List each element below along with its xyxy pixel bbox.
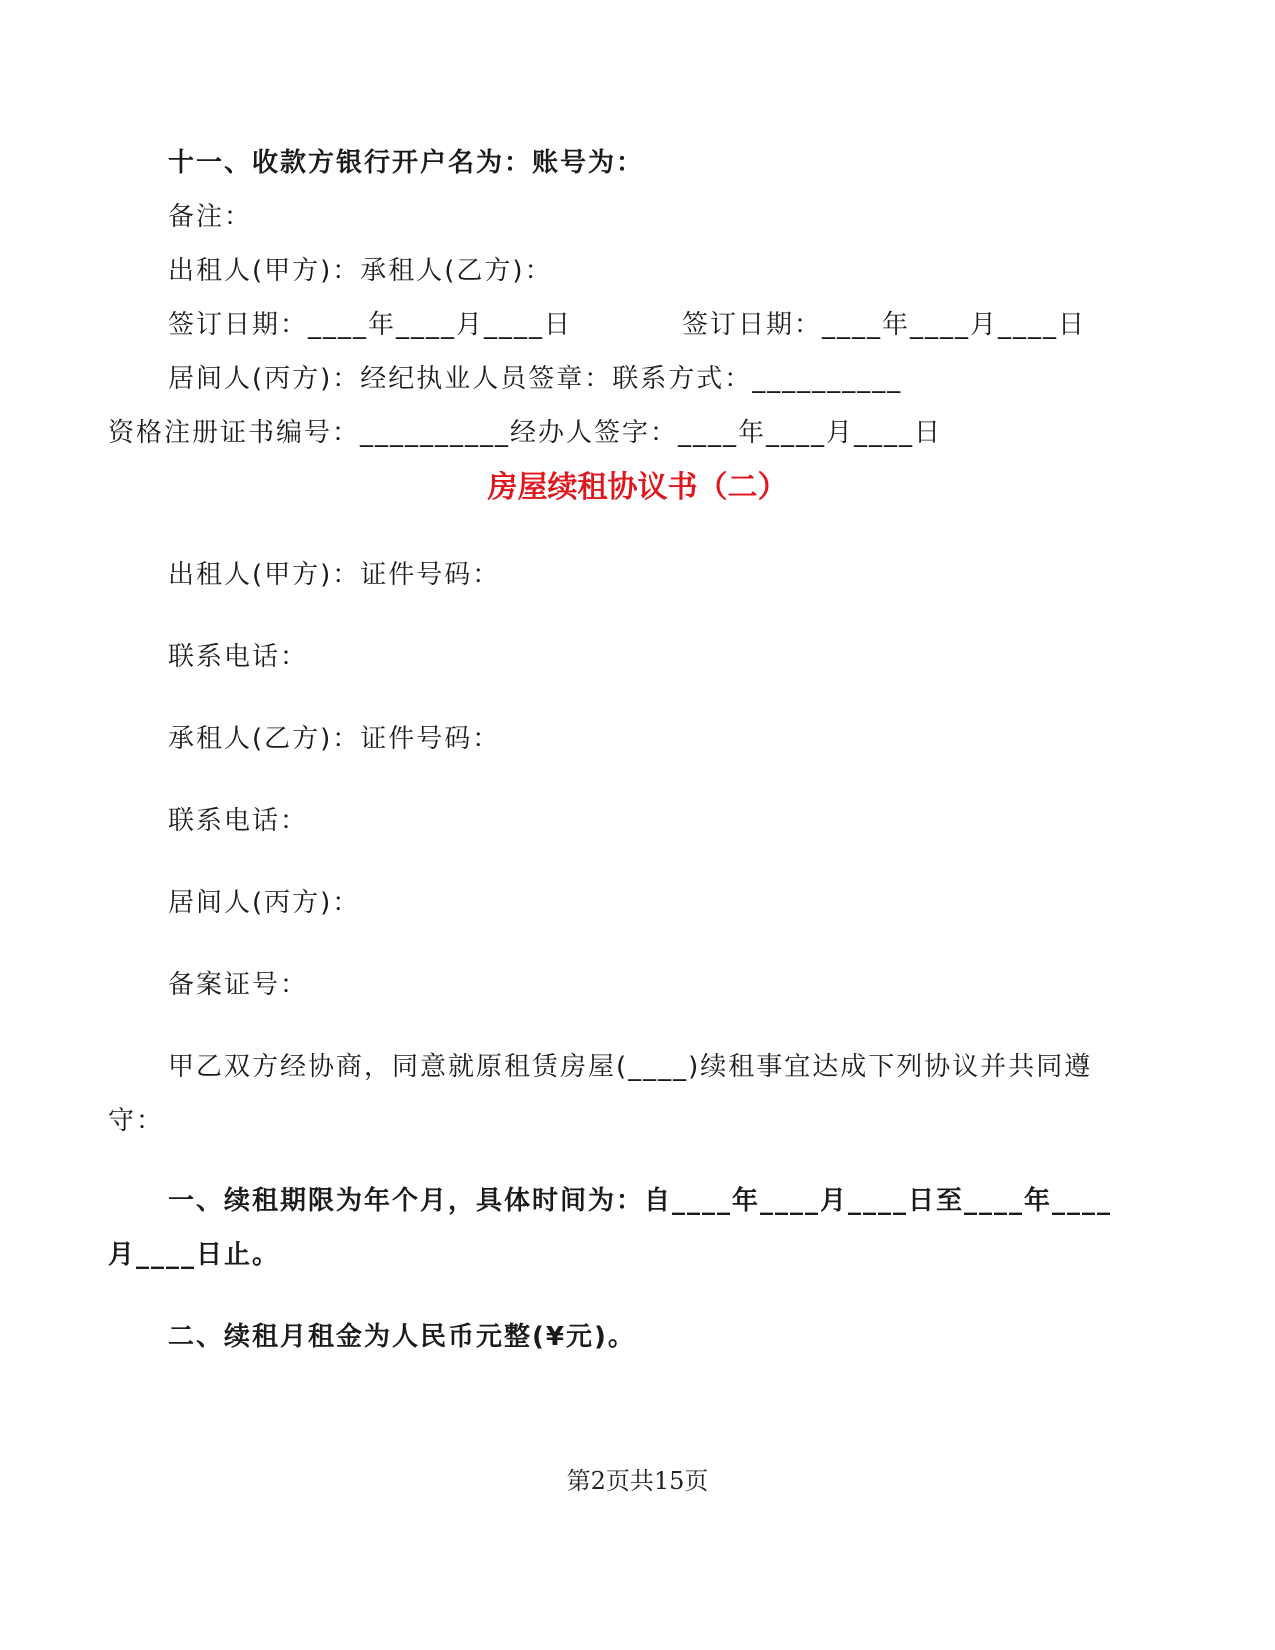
remark-label: 备注： xyxy=(168,202,253,232)
sign-date-lessee: 签订日期：____年____月____日 xyxy=(682,310,1087,340)
lessor-id-field: 出租人(甲方)：证件号码： xyxy=(168,560,501,590)
lessor-phone-field: 联系电话： xyxy=(168,642,309,672)
preamble-line-2: 守： xyxy=(108,1106,165,1136)
clause-1-line-2: 月____日止。 xyxy=(108,1240,281,1270)
section-11-payee-bank: 十一、收款方银行开户名为：账号为： xyxy=(168,148,645,178)
parties-signature-line: 出租人(甲方)：承租人(乙方)： xyxy=(168,256,553,286)
sign-date-lessor: 签订日期：____年____月____日 xyxy=(168,310,573,340)
clause-1-line-1: 一、续租期限为年个月，具体时间为：自____年____月____日至____年____ xyxy=(168,1186,1113,1216)
broker-field: 居间人(丙方)： xyxy=(168,888,361,918)
certificate-line: 资格注册证书编号：__________经办人签字：____年____月____日 xyxy=(108,418,943,448)
lessee-phone-field: 联系电话： xyxy=(168,806,309,836)
clause-2-rent: 二、续租月租金为人民币元整(¥元)。 xyxy=(168,1322,636,1352)
broker-signature-line: 居间人(丙方)：经纪执业人员签章：联系方式：__________ xyxy=(168,364,903,394)
preamble-line-1: 甲乙双方经协商，同意就原租赁房屋(____)续租事宜达成下列协议并共同遵 xyxy=(168,1052,1093,1082)
document-title: 房屋续租协议书（二） xyxy=(487,470,788,505)
page-number: 第2页共15页 xyxy=(566,1467,709,1495)
filing-number-field: 备案证号： xyxy=(168,970,309,1000)
lessee-id-field: 承租人(乙方)：证件号码： xyxy=(168,724,501,754)
